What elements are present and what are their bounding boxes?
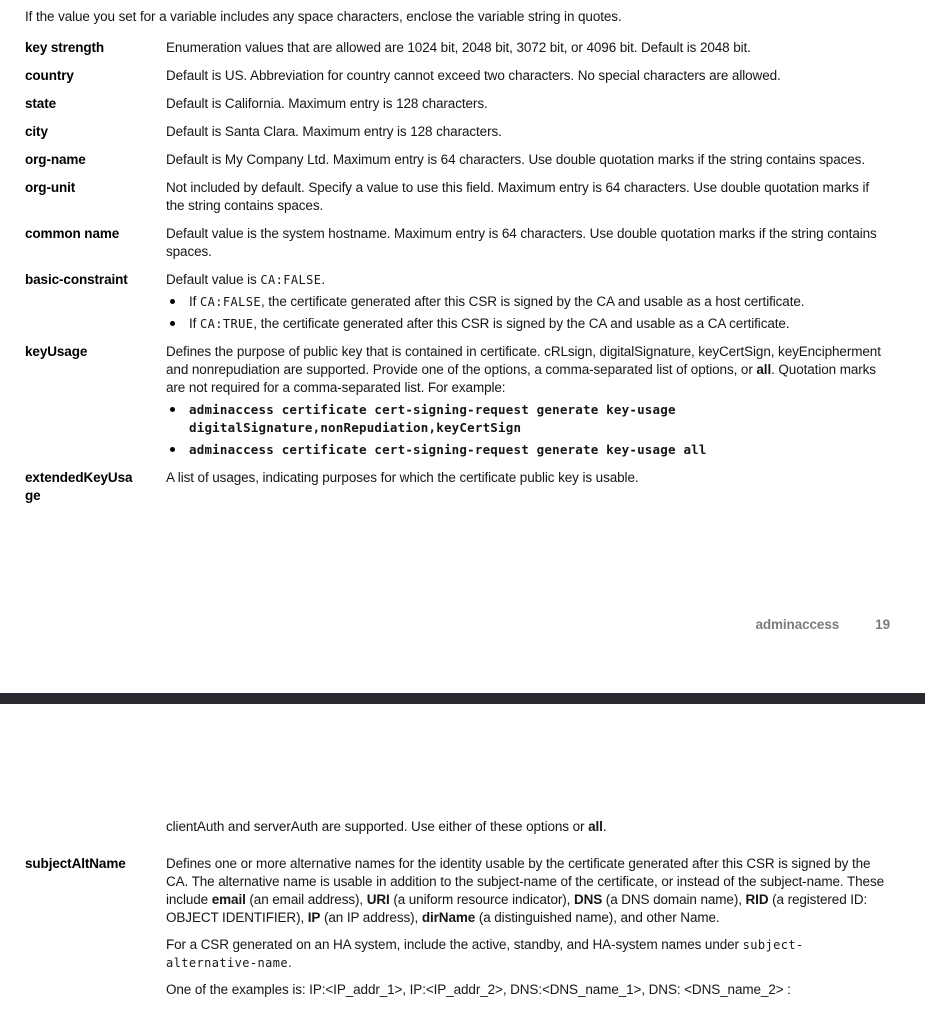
row-description: Default is Santa Clara. Maximum entry is 128 characters. xyxy=(166,124,502,139)
bullet-icon xyxy=(170,447,175,452)
bullet-icon xyxy=(170,321,175,326)
next-page-content xyxy=(0,818,925,1009)
code-example xyxy=(189,401,890,437)
code-line: adminaccess certificate cert-signing-request generate key-usage xyxy=(189,402,676,417)
bullet-icon xyxy=(170,407,175,412)
table-row-continuation xyxy=(25,818,890,836)
row-label: org-unit xyxy=(25,180,76,195)
list-item xyxy=(170,441,890,459)
row-label: common name xyxy=(25,226,120,241)
list-item xyxy=(170,401,890,437)
bullet-text: If CA:TRUE, the certificate generated after this CSR is signed by the CA and usable as a CA certificate. xyxy=(189,316,790,331)
bullet-list xyxy=(166,401,890,459)
bullet-text: If CA:FALSE, the certificate generated after this CSR is signed by the CA and usable as a host certificate. xyxy=(189,294,805,309)
page-divider-bar xyxy=(0,693,925,704)
row-description: Default is California. Maximum entry is 128 characters. xyxy=(166,96,488,111)
footer-doc-title: adminaccess xyxy=(755,617,840,632)
intro-paragraph: If the value you set for a variable includes any space characters, enclose the variable string in quotes. xyxy=(25,9,622,24)
row-label: city xyxy=(25,124,48,139)
code-line: digitalSignature,nonRepudiation,keyCertSign xyxy=(189,420,522,435)
row-description: A list of usages, indicating purposes for which the certificate public key is usable. xyxy=(166,470,639,485)
row-label: extendedKeyUsage xyxy=(25,470,133,503)
variable-table xyxy=(25,39,890,505)
table-row-subjectaltname xyxy=(25,855,890,999)
row-description: Enumeration values that are allowed are 1024 bit, 2048 bit, 3072 bit, or 4096 bit. Default is 2048 bit. xyxy=(166,40,751,55)
row-description: For a CSR generated on an HA system, include the active, standby, and HA-system names under subject-alternative-name. xyxy=(166,937,804,970)
row-description: One of the examples is: IP:<IP_addr_1>, IP:<IP_addr_2>, DNS:<DNS_name_1>, DNS: <DNS_name_2> : xyxy=(166,982,791,997)
row-description: Default value is the system hostname. Maximum entry is 64 characters. Use double quotation marks if the string contains spaces. xyxy=(166,226,877,259)
row-label-empty xyxy=(25,818,166,836)
row-description: Default is US. Abbreviation for country cannot exceed two characters. No special characters are allowed. xyxy=(166,68,781,83)
row-description: Defines the purpose of public key that is contained in certificate. cRLsign, digitalSignature, keyCertSign, keyEncipherment and nonrepudiation are supported. Provide one of the options, a comma-separated list of options, or all. Quotation marks are not required for a comma-separated list. For example: xyxy=(166,344,881,395)
table-row-basic-constraint xyxy=(25,271,890,333)
row-description: Defines one or more alternative names for the identity usable by the certificate generated after this CSR is signed by the CA. The alternative name is usable in addition to the subject-name of the certificate, or instead of the subject-name. These include email (an email address), URI (a uniform resource indicator), DNS (a DNS domain name), RID (a registered ID: OBJECT IDENTIFIER), IP (an IP address), dirName (a distinguished name), and other Name. xyxy=(166,856,885,925)
row-label: key strength xyxy=(25,40,105,55)
footer-page-number: 19 xyxy=(875,617,890,632)
table-row-extendedkeyusage xyxy=(25,469,890,505)
page-content xyxy=(0,0,925,505)
list-item xyxy=(170,315,890,333)
table-row-country xyxy=(25,67,890,85)
list-item xyxy=(170,293,890,311)
bullet-list xyxy=(166,293,890,333)
row-label: org-name xyxy=(25,152,86,167)
code-example xyxy=(189,441,890,459)
page-footer xyxy=(755,616,890,634)
row-label: subjectAltName xyxy=(25,856,126,871)
table-row-org-name xyxy=(25,151,890,169)
table-row-keyusage xyxy=(25,343,890,459)
row-label: keyUsage xyxy=(25,344,88,359)
row-label: state xyxy=(25,96,57,111)
table-row-org-unit xyxy=(25,179,890,215)
row-label: basic-constraint xyxy=(25,272,128,287)
row-description: Not included by default. Specify a value to use this field. Maximum entry is 64 characters. Use double quotation marks if the string contains spaces. xyxy=(166,180,870,213)
code-line: adminaccess certificate cert-signing-request generate key-usage all xyxy=(189,442,707,457)
bullet-icon xyxy=(170,299,175,304)
row-description: clientAuth and serverAuth are supported. Use either of these options or all. xyxy=(166,819,607,834)
row-label: country xyxy=(25,68,74,83)
table-row-common-name xyxy=(25,225,890,261)
table-row-city xyxy=(25,123,890,141)
table-row-state xyxy=(25,95,890,113)
row-description: Default value is CA:FALSE. xyxy=(166,272,326,287)
row-description: Default is My Company Ltd. Maximum entry is 64 characters. Use double quotation marks if the string contains spaces. xyxy=(166,152,865,167)
table-row-key-strength xyxy=(25,39,890,57)
